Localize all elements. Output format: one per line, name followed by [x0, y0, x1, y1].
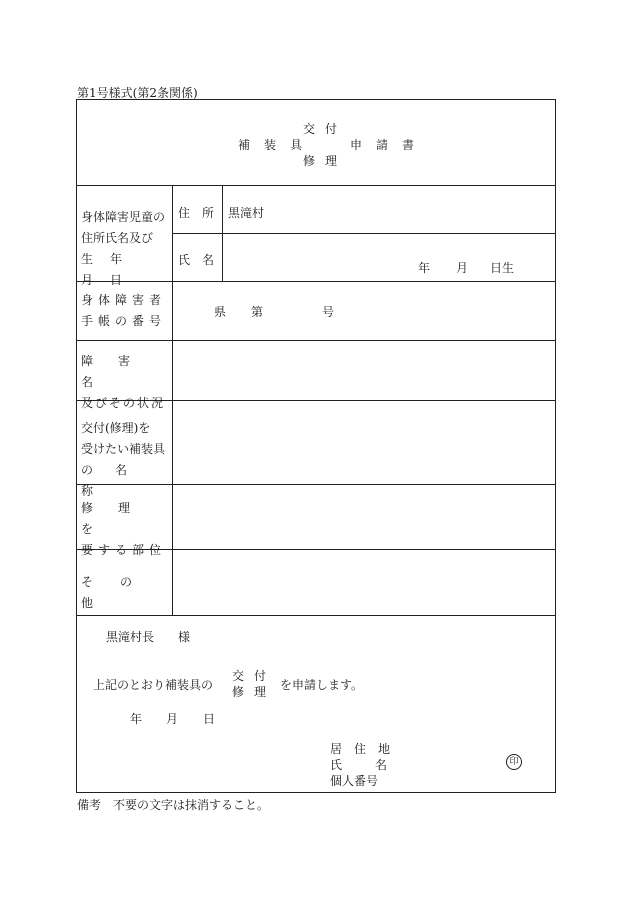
dob-month: 月: [456, 261, 469, 275]
title-option-issue: 交付: [303, 122, 348, 136]
date-day: 日: [203, 712, 216, 726]
title-device: 補装具: [238, 138, 317, 152]
label-line: 住所氏名及び: [81, 231, 154, 245]
dob-year: 年: [418, 261, 431, 275]
form-number: 第1号様式(第2条関係): [77, 86, 198, 100]
handbook-go: 号: [322, 305, 335, 319]
choice-repair: 修理: [232, 685, 277, 699]
applicant-name-label: 氏名: [330, 758, 421, 772]
label-line: 身体障害者: [81, 293, 167, 307]
residence-label: 居住地: [330, 742, 403, 756]
address-value[interactable]: 黒滝村: [228, 206, 265, 220]
label-line: 障害名: [81, 354, 156, 389]
label-repair-part: [81, 498, 167, 561]
handbook-prefecture: 県: [214, 305, 227, 319]
label-line: 身体障害児童の: [81, 210, 166, 224]
addressee: 黒滝村長: [106, 630, 155, 644]
personal-number-label: 個人番号: [330, 774, 379, 788]
label-line: 要する部位: [81, 543, 167, 557]
label-line: 修理を: [81, 501, 156, 536]
address-label: 住所: [178, 206, 227, 220]
label-address-name-dob: [81, 207, 167, 291]
label-handbook: [81, 290, 167, 332]
label-line: 生年月日: [81, 252, 140, 287]
label-device: [81, 418, 167, 502]
choice-issue: 交付: [232, 669, 277, 683]
label-disability: [81, 351, 167, 414]
label-line: 手帳の番号: [81, 314, 167, 328]
remarks: 備考 不要の文字は抹消すること。: [77, 798, 270, 812]
handbook-dai: 第: [251, 305, 264, 319]
honorific: 様: [178, 630, 191, 644]
label-line: 交付(修理)を: [81, 421, 151, 435]
application-text-before: 上記のとおり補装具の: [93, 678, 214, 692]
divider: [172, 185, 173, 615]
divider: [76, 340, 556, 341]
divider: [172, 233, 556, 234]
date-year: 年: [130, 712, 143, 726]
seal-icon: 印: [506, 754, 522, 770]
application-text-after: を申請します。: [280, 678, 364, 692]
dob-day: 日生: [490, 261, 515, 275]
date-month: 月: [166, 712, 179, 726]
divider: [76, 615, 556, 616]
label-other: その他: [81, 575, 160, 610]
label-line: 受けたい補装具: [81, 442, 166, 456]
title-option-repair: 修理: [303, 154, 348, 168]
label-line: の名称: [81, 463, 150, 498]
label-line: 及びその状況: [81, 396, 166, 410]
title-application: 申請書: [350, 138, 429, 152]
divider: [76, 185, 556, 186]
name-label: 氏名: [178, 253, 227, 267]
